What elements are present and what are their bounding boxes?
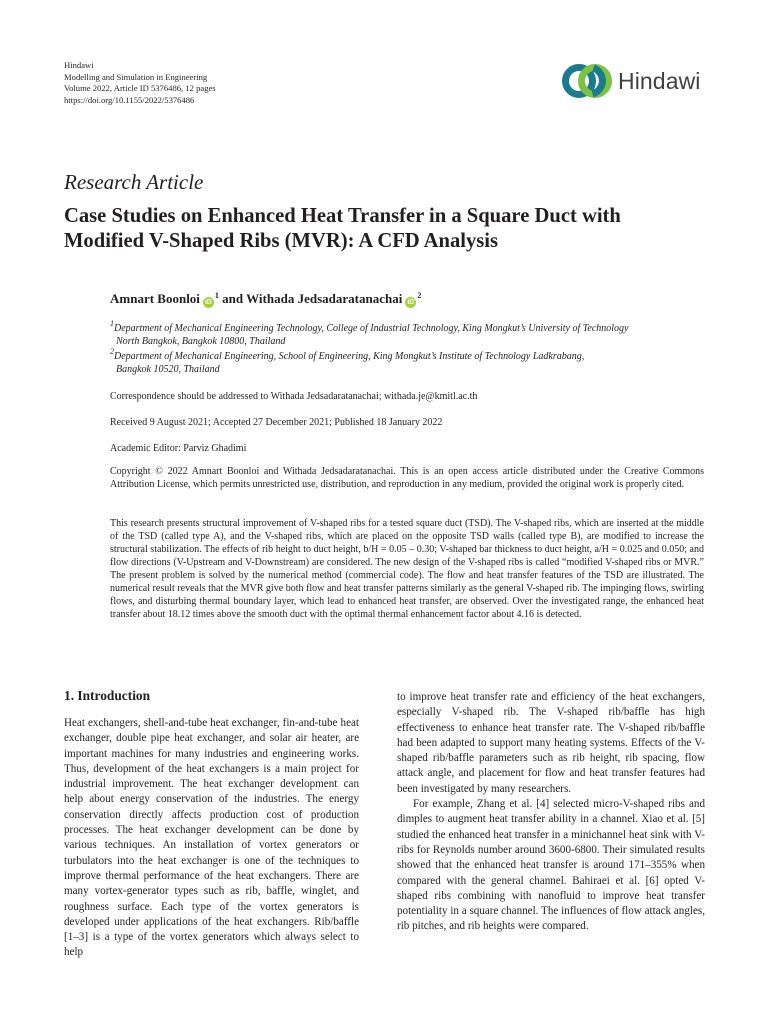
- journal-name: Modelling and Simulation in Engineering: [64, 71, 208, 82]
- body-paragraph: Heat exchangers, shell-and-tube heat exchanger, fin-and-tube heat exchanger, double pipe heat exchanger, and solar air heater, are important machines for many industries and engineering works. Thus, development of the heat exchangers is a main project for industrial improvement. The heat exchanger development can help about energy conservation of the industries. The energy conservation directly affects production cost of production processes. The heat exchanger development can be done by various techniques. An installation of vortex generators or turbulators into the heat exchanger is one of the techniques to improve thermal performance of the heat exchangers. There are many vortex-generator types such as rib, baffle, winglet, and roughness surface. Each type of the vortex generators is developed under applications of the heat exchangers. Rib/baffle [1–3] is a type of the vortex generators which always select to help: [64, 717, 359, 959]
- author-connector: and: [218, 291, 247, 306]
- affiliation-marker: 1: [214, 291, 219, 300]
- author-name[interactable]: Amnart Boonloi: [110, 291, 200, 306]
- affiliation-marker: 2: [417, 291, 422, 300]
- affiliation: [110, 319, 629, 349]
- orcid-icon[interactable]: iD: [407, 299, 415, 306]
- body-paragraph: to improve heat transfer rate and efficiency of the heat exchangers, especially V-shaped rib. The V-shaped rib/baffle has high effectiveness to enhance heat transfer rate. The V-shaped rib/baffle had been adapted to support many heating systems. Effects of the V-shaped rib/baffle parameters such as rib height, rib spacing, flow attack angle, and placement for flow and heat transfer features had been investigated by many researchers.: [397, 691, 705, 795]
- abstract: This research presents structural improvement of V-shaped ribs for a tested square duct (TSD). The V-shaped ribs, which are inserted at the middle of the TSD (called type A), and the V-shaped ribs, which are placed on the opposite TSD walls (called type B), are modified to increase the structural stabilization. The effects of rib height to duct height, b/H = 0.05 – 0.30; V-shaped bar thickness to duct height, a/H = 0.025 and 0.050; and flow directions (V-Upstream and V-Downstream) are considered. The new design of the V-shaped ribs is called “modified V-shaped ribs or MVR.” The present problem is solved by the numerical method (commercial code). The flow and heat transfer features of the TSD are illustrated. The numerical result reveals that the MVR give both flow and heat transfer patterns similarly as the general V-shaped rib. The impinging flows, swirling flows, and disturbing thermal boundary layer, which lead to enhanced heat transfer, are observed. Over the investigated range, the enhanced heat transfer about 18.12 times above the smooth duct with the optimal thermal enhancement factor about 4.16 is detected.: [110, 518, 704, 620]
- affiliation-marker: 2: [110, 347, 114, 356]
- volume-line: Volume 2022, Article ID 5376486, 12 pages: [64, 83, 216, 93]
- publication-dates: Received 9 August 2021; Accepted 27 December 2021; Published 18 January 2022: [110, 417, 443, 428]
- title-line: Case Studies on Enhanced Heat Transfer in a Square Duct with: [64, 205, 621, 227]
- author-list: [110, 291, 421, 308]
- hindawi-logo-text: Hindawi: [618, 68, 701, 94]
- affiliation-marker: 1: [110, 319, 114, 328]
- title-line: Modified V-Shaped Ribs (MVR): A CFD Analysis: [64, 230, 499, 252]
- body-column-right: [397, 690, 705, 935]
- section-heading: 1. Introduction: [64, 688, 151, 703]
- affiliation: [110, 347, 585, 377]
- article-type: Research Article: [64, 170, 204, 194]
- copyright-notice: Copyright © 2022 Amnart Boonloi and Withada Jedsadaratanachai. This is an open access article distributed under the Creative Commons Attribution License, which permits unrestricted use, distribution, and reproduction in any medium, provided the original work is properly cited.: [110, 466, 704, 490]
- journal-meta: [64, 60, 216, 106]
- doi-link[interactable]: https://doi.org/10.1155/2022/5376486: [64, 94, 195, 105]
- author-name[interactable]: Withada Jedsadaratanachai: [246, 291, 403, 306]
- orcid-icon[interactable]: iD: [204, 299, 212, 306]
- affiliation-line: Department of Mechanical Engineering, School of Engineering, King Mongkut’s Institute of Technology Ladkrabang,: [114, 351, 585, 362]
- body-column-left: [64, 716, 359, 961]
- hindawi-logo-icon: [560, 62, 614, 100]
- correspondence-note: Correspondence should be addressed to Withada Jedsadaratanachai; withada.je@kmitl.ac.th: [110, 391, 478, 402]
- publisher-name: Hindawi: [64, 60, 94, 70]
- affiliation-line: Bangkok 10520, Thailand: [116, 364, 220, 376]
- affiliation-line: Department of Mechanical Engineering Technology, College of Industrial Technology, King Mongkut’s University of Technology: [114, 323, 629, 334]
- affiliation-line: North Bangkok, Bangkok 10800, Thailand: [116, 336, 286, 348]
- hindawi-logo: [560, 62, 712, 100]
- academic-editor: Academic Editor: Parviz Ghadimi: [110, 443, 247, 454]
- article-title: [64, 204, 714, 254]
- body-paragraph: For example, Zhang et al. [4] selected micro-V-shaped ribs and dimples to augment heat transfer ability in a channel. Xiao et al. [5] studied the enhanced heat transfer in a minichannel heat sink with V-ribs for Reynolds number around 3600-6800. Their simulated results showed that the enhanced heat transfer is around 171–355% when compared with the general channel. Bahiraei et al. [6] opted V-shaped ribs combining with nanofluid to improve heat transfer potentiality in a square channel. The influences of flow attack angles, rib pitches, and rib heights were compared.: [397, 798, 705, 933]
